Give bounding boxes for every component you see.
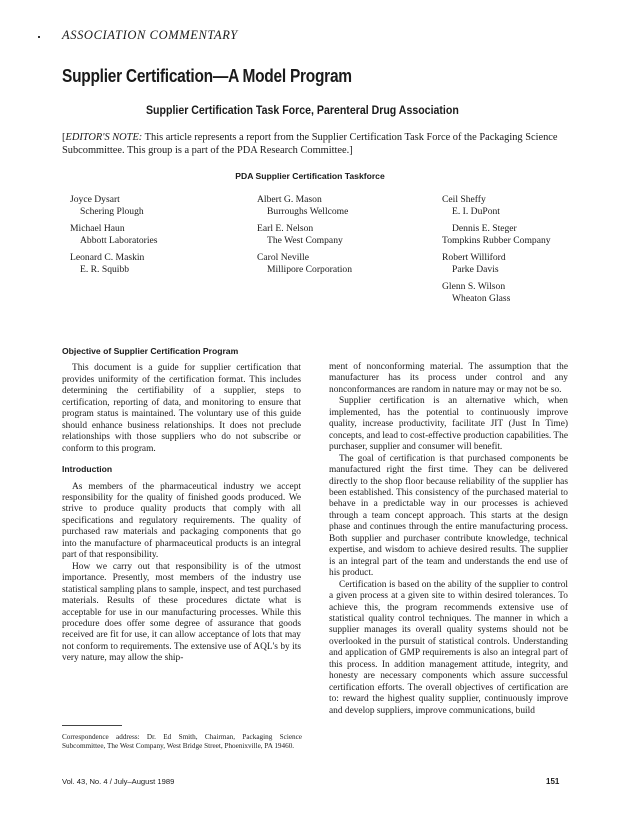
- taskforce-column-1: [70, 194, 158, 281]
- article-subtitle: Supplier Certification Task Force, Parenteral Drug Association: [146, 105, 459, 117]
- objective-paragraph: This document is a guide for supplier certification that provides uniformity of the certification format. This includes determining the certifiability of a supplier, steps to certification, reporting of data, and monitoring to ensure that program status is maintained. The voluntary use of this guide should enhance business relationships. It does not preclude relationships with those suppliers who do not subscribe or conform to this program.: [62, 363, 301, 454]
- right-paragraph-3: Certification is based on the ability of the supplier to control a given process at a given site to within desired tolerances. To achieve this, the program recommends extensive use of statistical quality control techniques. The manner in which a supplier manages its overall quality systems should not be overlooked in the pursuit of statistical controls. Understanding and application of GMP requirements is also an integral part of this process. In addition management attitude, integrity, and honesty are necessary components which assure successful certification efforts. The overall objectives of certification are to: reward the highest quality supplier, continuously improve and develop suppliers, improve communications, build: [329, 579, 568, 716]
- objective-heading: Objective of Supplier Certification Program: [62, 346, 239, 356]
- member: [442, 223, 551, 246]
- member: [70, 252, 158, 275]
- member-org: E. R. Squibb: [80, 263, 130, 275]
- page-number: 151: [546, 777, 560, 786]
- member-org: Millipore Corporation: [267, 263, 352, 275]
- member: [257, 252, 352, 275]
- scan-mark: [38, 36, 40, 38]
- member: [257, 223, 352, 246]
- editors-note-text: This article represents a report from the Supplier Certification Task Force of the Packaging Science Subcommittee. This group is a part of the PDA Research Committee.]: [62, 132, 558, 156]
- section-label: ASSOCIATION COMMENTARY: [62, 28, 238, 42]
- member-org: The West Company: [267, 234, 343, 246]
- editors-note-label: EDITOR'S NOTE:: [65, 132, 143, 143]
- intro-paragraph-2: How we carry out that responsibility is of the utmost importance. Presently, most members of the industry use statistical sampling plans to sample, inspect, and test purchased materials. Results of these procedures dictate what is acceptable for use in our manufacturing processes. While this procedure does offer some degree of assurance that goods received are fit for use, it can allow acceptance of lots that may not conform to requirements. The extensive use of AQL's by its very nature, may allow the ship-: [62, 561, 301, 664]
- member-name: Dennis E. Steger: [452, 223, 517, 234]
- member-name: Earl E. Nelson: [257, 223, 314, 234]
- right-paragraph-continued: ment of nonconforming material. The assumption that the manufacturer has its process under control and any nonconformances are random in nature may or may not be so.: [329, 362, 568, 395]
- correspondence-footnote: Correspondence address: Dr. Ed Smith, Chairman, Packaging Science Subcommittee, The West Company, West Bridge Street, Phoenixville, PA 19460.: [62, 733, 302, 751]
- note-open-bracket: [: [62, 132, 66, 143]
- member-name: Joyce Dysart: [70, 194, 120, 205]
- left-column: [62, 346, 301, 665]
- member-name: Albert G. Mason: [257, 194, 322, 205]
- member-org: Tompkins Rubber Company: [442, 234, 551, 246]
- taskforce-column-2: [257, 194, 352, 281]
- taskforce-heading: PDA Supplier Certification Taskforce: [235, 171, 385, 181]
- right-paragraph-2: The goal of certification is that purchased components be manufactured right the first time. They can be delivered directly to the shop floor because reliability of the supplier has been established. This consistency of the purchased material to behave in a predictable way in our processes is achieved through a team concept approach. This starts at the design phase and continues through the entire manufacturing process. Both supplier and purchaser contribute knowledge, technical expertise, and wisdom to achieve desired results. The supplier is an integral part of the team and understands the end use of his product.: [329, 453, 568, 579]
- member: [442, 281, 551, 304]
- right-paragraph-1: Supplier certification is an alternative which, when implemented, has the potential to continuously improve quality, increase productivity, facilitate JIT (Just In Time) concepts, and lead to cost-effective production capabilities. The purchaser, supplier and consumer will benefit.: [329, 396, 568, 453]
- member-org: E. I. DuPont: [452, 205, 500, 217]
- member-org: Burroughs Wellcome: [267, 205, 349, 217]
- taskforce-column-3: [442, 194, 551, 310]
- footnote-divider: [62, 725, 122, 726]
- journal-citation: Vol. 43, No. 4 / July–August 1989: [62, 777, 175, 786]
- article-title: Supplier Certification—A Model Program: [62, 66, 352, 86]
- member-name: Carol Neville: [257, 252, 309, 263]
- member-name: Michael Haun: [70, 223, 125, 234]
- member-name: Leonard C. Maskin: [70, 252, 145, 263]
- member-org: Wheaton Glass: [452, 292, 511, 304]
- member-org: Schering Plough: [80, 205, 144, 217]
- member-name: Glenn S. Wilson: [442, 281, 506, 292]
- member-name: Ceil Sheffy: [442, 194, 486, 205]
- right-column: [329, 362, 568, 717]
- member-org: Abbott Laboratories: [80, 234, 158, 246]
- member: [70, 223, 158, 246]
- intro-paragraph-1: As members of the pharmaceutical industry we accept responsibility for the quality of finished goods produced. We strive to produce quality products that comply with all specifications and regulatory requirements. The quality of purchased raw materials and packaging components that go into the manufacture of pharmaceutical products is an integral part of that responsibility.: [62, 481, 301, 561]
- member-org: Parke Davis: [452, 263, 499, 275]
- member-name: Robert Williford: [442, 252, 506, 263]
- member: [442, 194, 551, 217]
- member: [70, 194, 158, 217]
- editors-note: [62, 131, 562, 157]
- member: [257, 194, 352, 217]
- member: [442, 252, 551, 275]
- introduction-heading: Introduction: [62, 464, 113, 475]
